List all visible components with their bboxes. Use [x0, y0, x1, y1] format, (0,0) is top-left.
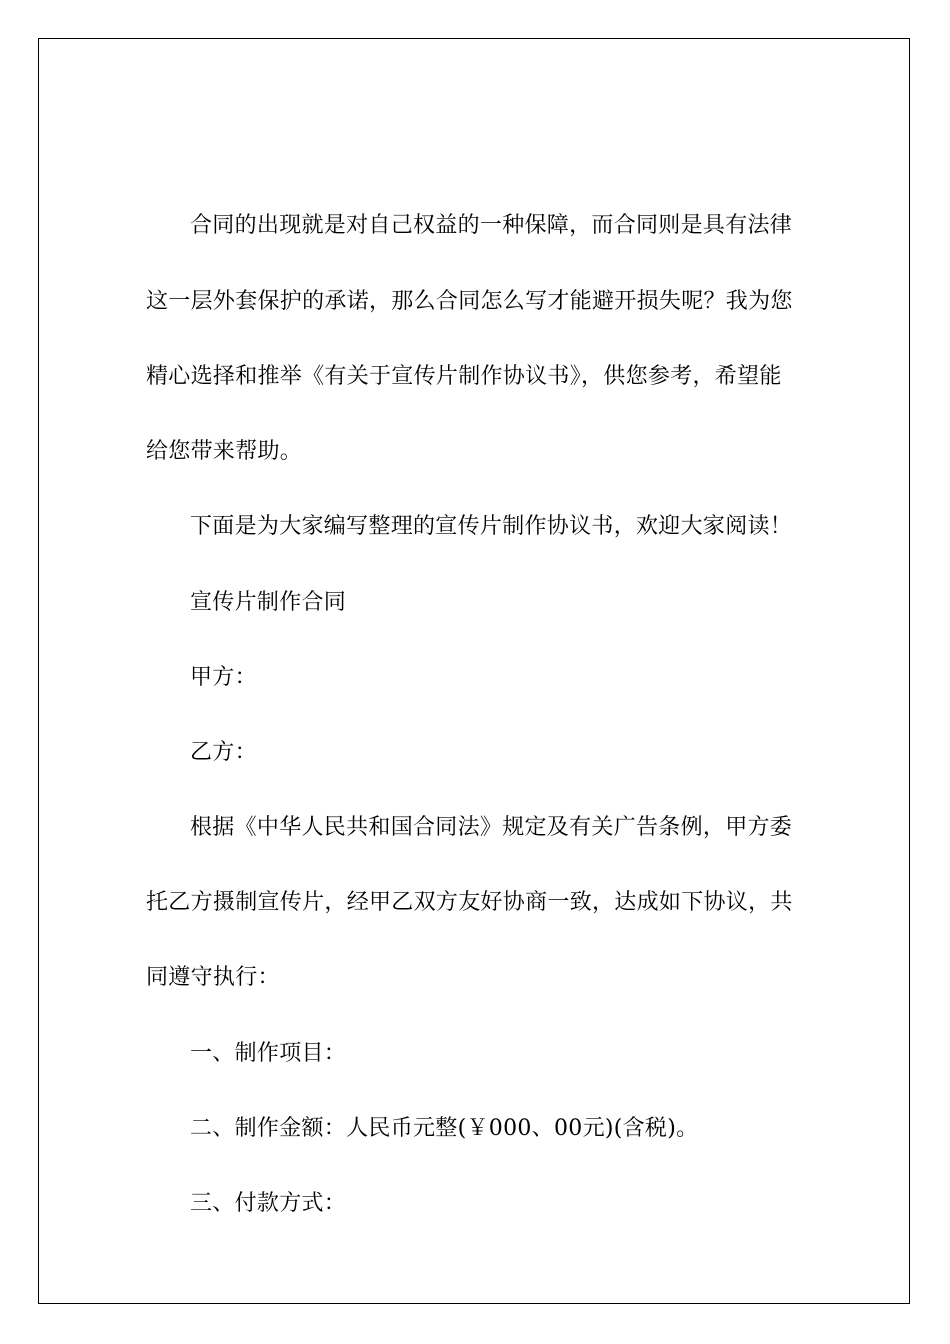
preamble-line-1: 根据《中华人民共和国合同法》规定及有关广告条例，甲方委	[190, 815, 793, 840]
clause-2-production-amount: 二、制作金额：人民币元整(￥000、00元)(含税)。	[190, 1116, 699, 1141]
clause-1-production-item: 一、制作项目：	[190, 1041, 347, 1066]
contract-title: 宣传片制作合同	[190, 590, 347, 615]
intro-paragraph-line-2: 这一层外套保护的承诺，那么合同怎么写才能避开损失呢？我为您	[146, 289, 793, 314]
intro-note: 下面是为大家编写整理的宣传片制作协议书，欢迎大家阅读！	[190, 514, 793, 539]
party-b-label: 乙方：	[190, 740, 257, 765]
intro-paragraph-line-1: 合同的出现就是对自己权益的一种保障，而合同则是具有法律	[190, 213, 793, 238]
intro-paragraph-line-3: 精心选择和推举《有关于宣传片制作协议书》，供您参考，希望能	[146, 364, 782, 389]
intro-paragraph-line-4: 给您带来帮助。	[146, 439, 303, 464]
party-a-label: 甲方：	[190, 665, 257, 690]
clause-3-payment-method: 三、付款方式：	[190, 1191, 347, 1216]
preamble-line-2: 托乙方摄制宣传片，经甲乙双方友好协商一致，达成如下协议，共	[146, 890, 793, 915]
preamble-line-3: 同遵守执行：	[146, 965, 280, 990]
